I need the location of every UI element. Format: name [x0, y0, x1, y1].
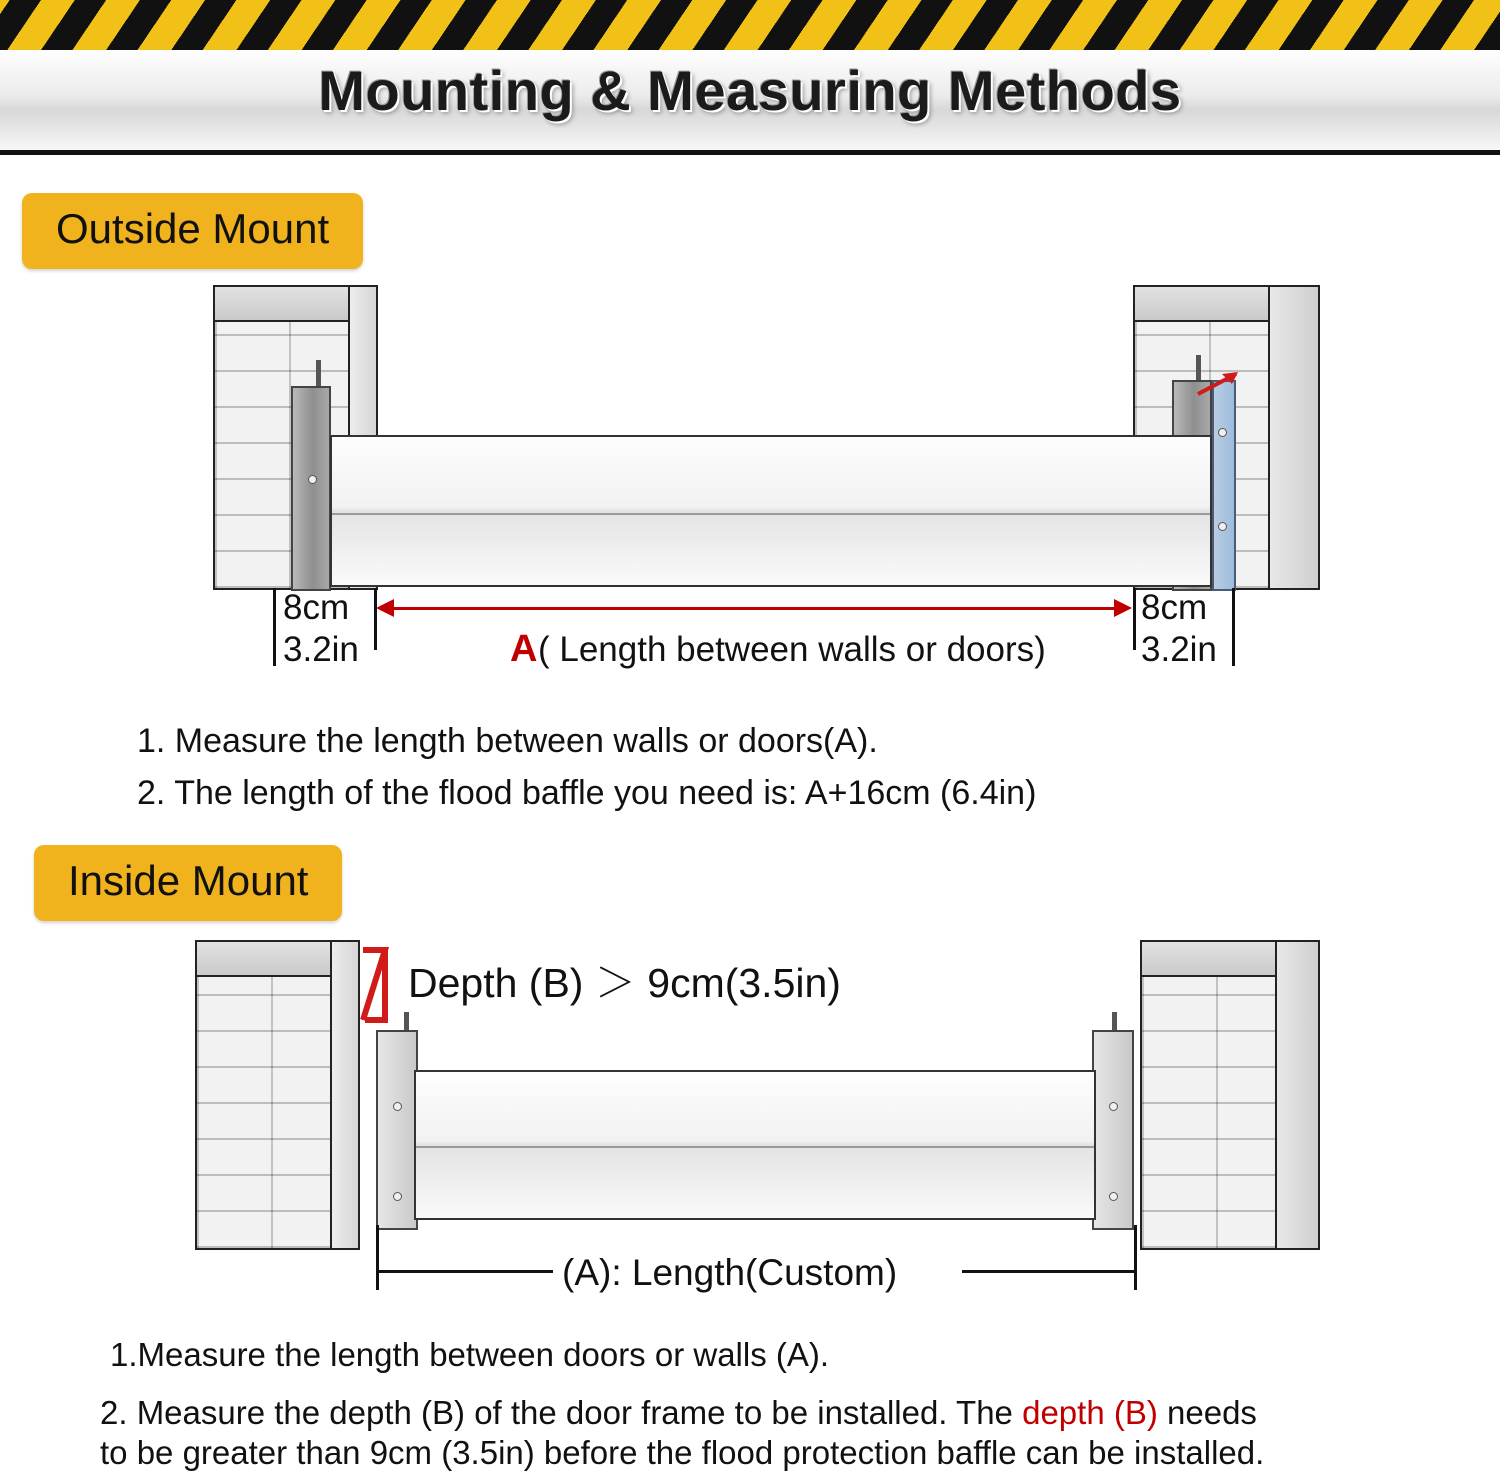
inside-step-1: 1.Measure the length between doors or walls (A). [110, 1336, 830, 1373]
length-dimension-line [392, 607, 1114, 610]
inside-baffle-seam-line [416, 1146, 1094, 1148]
outside-step-2: 2. The length of the flood baffle you need is: A+16cm (6.4in) [137, 774, 1037, 812]
inside-right-bracket-screw-1 [1109, 1102, 1118, 1111]
inside-step-2-part-b: needs [1157, 1394, 1257, 1431]
depth-value-text: 9cm(3.5in) [647, 960, 841, 1006]
page-title: Mounting & Measuring Methods [318, 59, 1182, 122]
dimension-letter-label: A [510, 628, 538, 670]
inside-right-dimension-tick [1134, 1225, 1137, 1290]
inside-left-dimension-tick [376, 1225, 379, 1290]
left-bracket-screw-1 [308, 475, 317, 484]
inside-step-2-part-a: 2. Measure the depth (B) of the door frame to be installed. The [100, 1394, 1023, 1431]
left-mounting-bracket [291, 386, 331, 591]
inside-left-bracket-screw-1 [393, 1102, 402, 1111]
right-margin-in-label: 3.2in [1141, 630, 1217, 669]
outside-mount-diagram [0, 270, 1500, 690]
section-label-inside-mount: Inside Mount [34, 845, 342, 921]
right-bracket-screw-3 [1218, 428, 1227, 437]
inside-step-2-continued: to be greater than 9cm (3.5in) before the flood protection baffle can be installed. [100, 1434, 1265, 1471]
inside-step-2-depth-highlight: depth (B) [1022, 1394, 1158, 1431]
inside-step-2 [100, 1394, 1257, 1432]
inside-length-line-right [962, 1270, 1134, 1273]
page-header-banner [0, 0, 1500, 160]
inside-length-label: (A): Length(Custom) [562, 1252, 898, 1293]
install-direction-arrow-icon [1196, 368, 1256, 408]
right-dimension-tick-outer [1232, 588, 1235, 666]
left-margin-in-label: 3.2in [283, 630, 359, 669]
flood-baffle-panel [330, 435, 1212, 587]
inside-flood-baffle-panel [414, 1070, 1096, 1220]
inside-right-pillar-side-face [1275, 940, 1320, 1250]
dimension-caption-label: ( Length between walls or doors) [538, 630, 1046, 669]
length-arrow-left-icon [376, 599, 394, 617]
right-pillar-side-face [1268, 285, 1320, 590]
depth-label-text: Depth (B) [408, 960, 584, 1006]
right-dimension-tick-inner [1133, 588, 1136, 650]
depth-requirement-label [408, 950, 841, 1009]
left-dimension-tick-outer [273, 588, 276, 666]
inside-right-bracket-screw-2 [1109, 1192, 1118, 1201]
left-dimension-tick-inner [374, 588, 377, 650]
inside-length-line-left [378, 1270, 553, 1273]
section-label-outside-mount: Outside Mount [22, 193, 363, 269]
right-margin-cm-label: 8cm [1141, 588, 1208, 627]
depth-symbol-text: ＞ [594, 960, 636, 1006]
right-bracket-screw-4 [1218, 522, 1227, 531]
baffle-seam-line [332, 513, 1210, 515]
depth-marker-icon [355, 942, 415, 1027]
right-bracket-seal-strip [1212, 380, 1236, 591]
left-margin-cm-label: 8cm [283, 588, 350, 627]
outside-step-1: 1. Measure the length between walls or doors(A). [137, 722, 878, 760]
length-arrow-right-icon [1114, 599, 1132, 617]
inside-left-bracket-screw-2 [393, 1192, 402, 1201]
